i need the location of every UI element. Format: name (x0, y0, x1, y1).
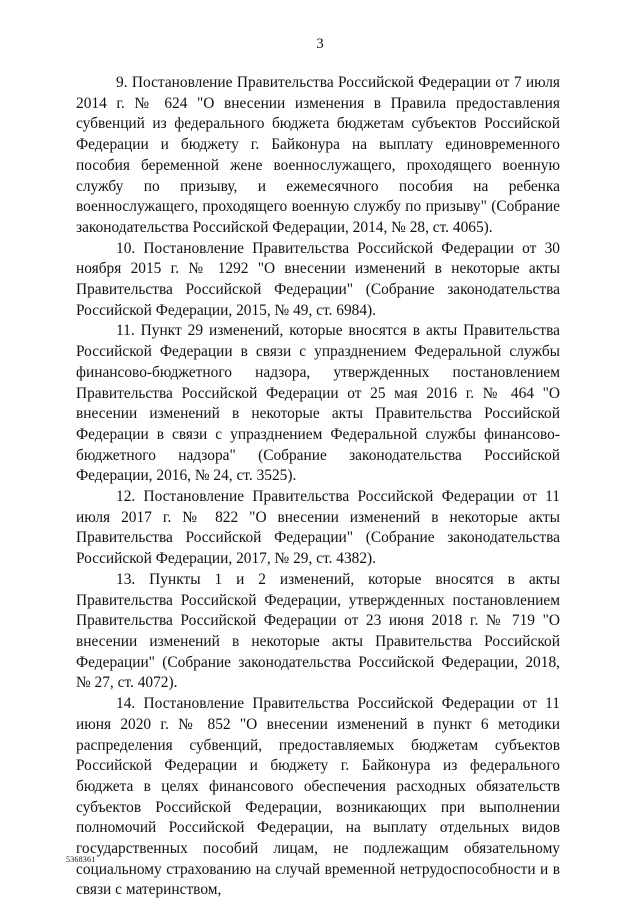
document-body (76, 73, 560, 901)
paragraph-item-13: 13. Пункты 1 и 2 изменений, которые вносятся в акты Правительства Российской Федерации, утвержденных постановлением Правительства Российской Федерации от 23 июня 2018 г. № 719 "О внесении изменений в некоторые акты Правительства Российской Федерации" (Собрание законодательства Российской Федерации, 2018, № 27, ст. 4072). (76, 570, 560, 692)
paragraph-item-11: 11. Пункт 29 изменений, которые вносятся в акты Правительства Российской Федерации в связи с упразднением Федеральной службы финансово-бюджетного надзора, утвержденных постановлением Правительства Российской Федерации от 25 мая 2016 г. № 464 "О внесении изменений в некоторые акты Правительства Российской Федерации в связи с упразднением Федеральной службы финансово-бюджетного надзора" (Собрание законодательства Российской Федерации, 2016, № 24, ст. 3525). (76, 322, 560, 485)
paragraph-item-12: 12. Постановление Правительства Российской Федерации от 11 июля 2017 г. № 822 "О внесении изменений в некоторые акты Правительства Российской Федерации" (Собрание законодательства Российской Федерации, 2017, № 29, ст. 4382). (76, 488, 560, 568)
paragraph-item-10: 10. Постановление Правительства Российской Федерации от 30 ноября 2015 г. № 1292 "О внесении изменений в некоторые акты Правительства Российской Федерации" (Собрание законодательства Российской Федерации, 2015, № 49, ст. 6984). (76, 239, 560, 319)
page-number: 3 (316, 36, 324, 52)
document-id: 5368361 (66, 855, 96, 864)
paragraph-item-14: 14. Постановление Правительства Российской Федерации от 11 июня 2020 г. № 852 "О внесении изменений в пункт 6 методики распределения субвенций, предоставляемых бюджетам субъектов Российской Федерации и бюджету г. Байконура из федерального бюджета в целях финансового обеспечения расходных обязательств субъектов Российской Федерации, возникающих при выполнении полномочий Российской Федерации, на выплату отдельных видов государственных пособий лицам, не подлежащим обязательному социальному страхованию на случай временной нетрудоспособности и в связи с материнством, (76, 695, 560, 899)
paragraph-item-9: 9. Постановление Правительства Российской Федерации от 7 июля 2014 г. № 624 "О внесении изменения в Правила предоставления субвенций из федерального бюджета бюджетам субъектов Российской Федерации и бюджету г. Байконура на выплату единовременного пособия беременной жене военнослужащего, проходящего военную службу по призыву, и ежемесячного пособия на ребенка военнослужащего, проходящего военную службу по призыву" (Собрание законодательства Российской Федерации, 2014, № 28, ст. 4065). (76, 74, 560, 236)
